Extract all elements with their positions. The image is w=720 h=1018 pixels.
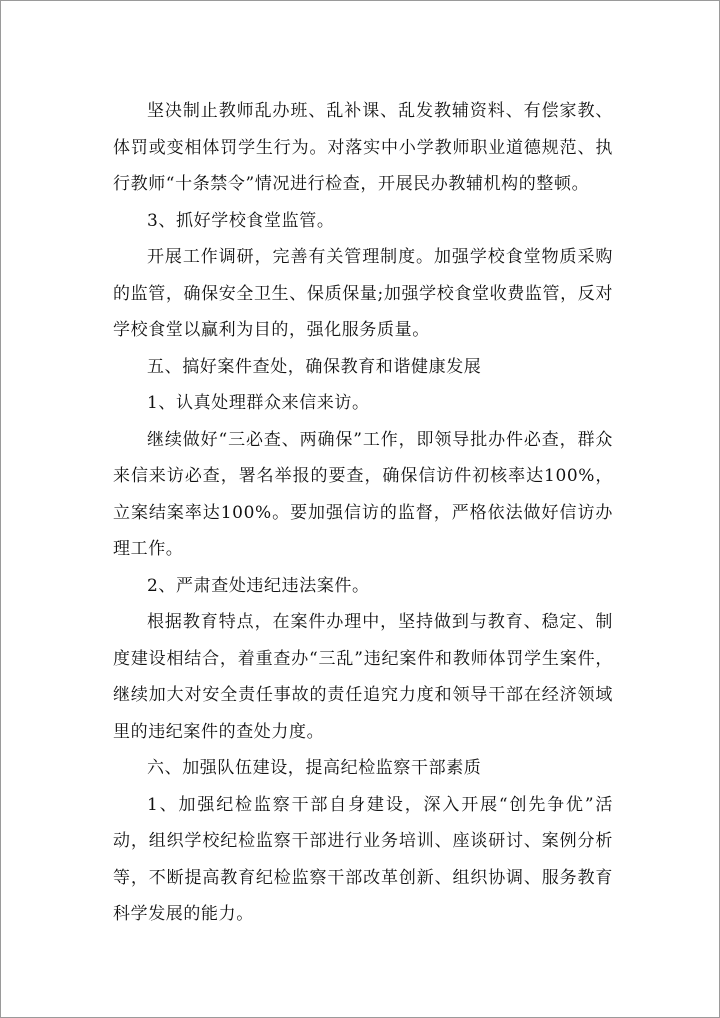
document-body xyxy=(113,93,613,933)
heading-canteen-supervision: 3、抓好学校食堂监管。 xyxy=(147,210,335,231)
heading-violation-cases: 2、严肃查处违纪违法案件。 xyxy=(147,575,370,596)
paragraph-petition-work: 继续做好“三必查、两确保”工作，即领导批办件必查，群众来信来访必查，署名举报的要查，确保信访件初核率达100%，立案结案率达100%。要加强信访的监督，严格依法做好信访办理工作。 xyxy=(113,429,613,559)
heading-petition-handling: 1、认真处理群众来信来访。 xyxy=(147,393,370,413)
paragraph-case-investigation: 根据教育特点，在案件办理中，坚持做到与教育、稳定、制度建设相结合，着重查办“三乱”违纪案件和教师体罚学生案件，继续加大对安全责任事故的责任追究力度和领导干部在经济领域里的违纪案件的查处力度。 xyxy=(113,612,613,742)
section-heading-team-building: 六、加强队伍建设，提高纪检监察干部素质 xyxy=(147,758,482,778)
paragraph-discipline-rules: 坚决制止教师乱办班、乱补课、乱发教辅资料、有偿家教、体罚或变相体罚学生行为。对落实中小学教师职业道德规范、执行教师“十条禁令”情况进行检查，开展民办教辅机构的整顿。 xyxy=(113,101,613,194)
paragraph-canteen-management: 开展工作调研，完善有关管理制度。加强学校食堂物质采购的监管，确保安全卫生、保质保量;加强学校食堂收费监管，反对学校食堂以赢利为目的，强化服务质量。 xyxy=(113,247,613,340)
paragraph-cadre-training: 1、加强纪检监察干部自身建设，深入开展“创先争优”活动，组织学校纪检监察干部进行业务培训、座谈研讨、案例分析等，不断提高教育纪检监察干部改革创新、组织协调、服务教育科学发展的能力。 xyxy=(113,794,613,924)
section-heading-case-handling: 五、搞好案件查处，确保教育和谐健康发展 xyxy=(147,356,482,377)
